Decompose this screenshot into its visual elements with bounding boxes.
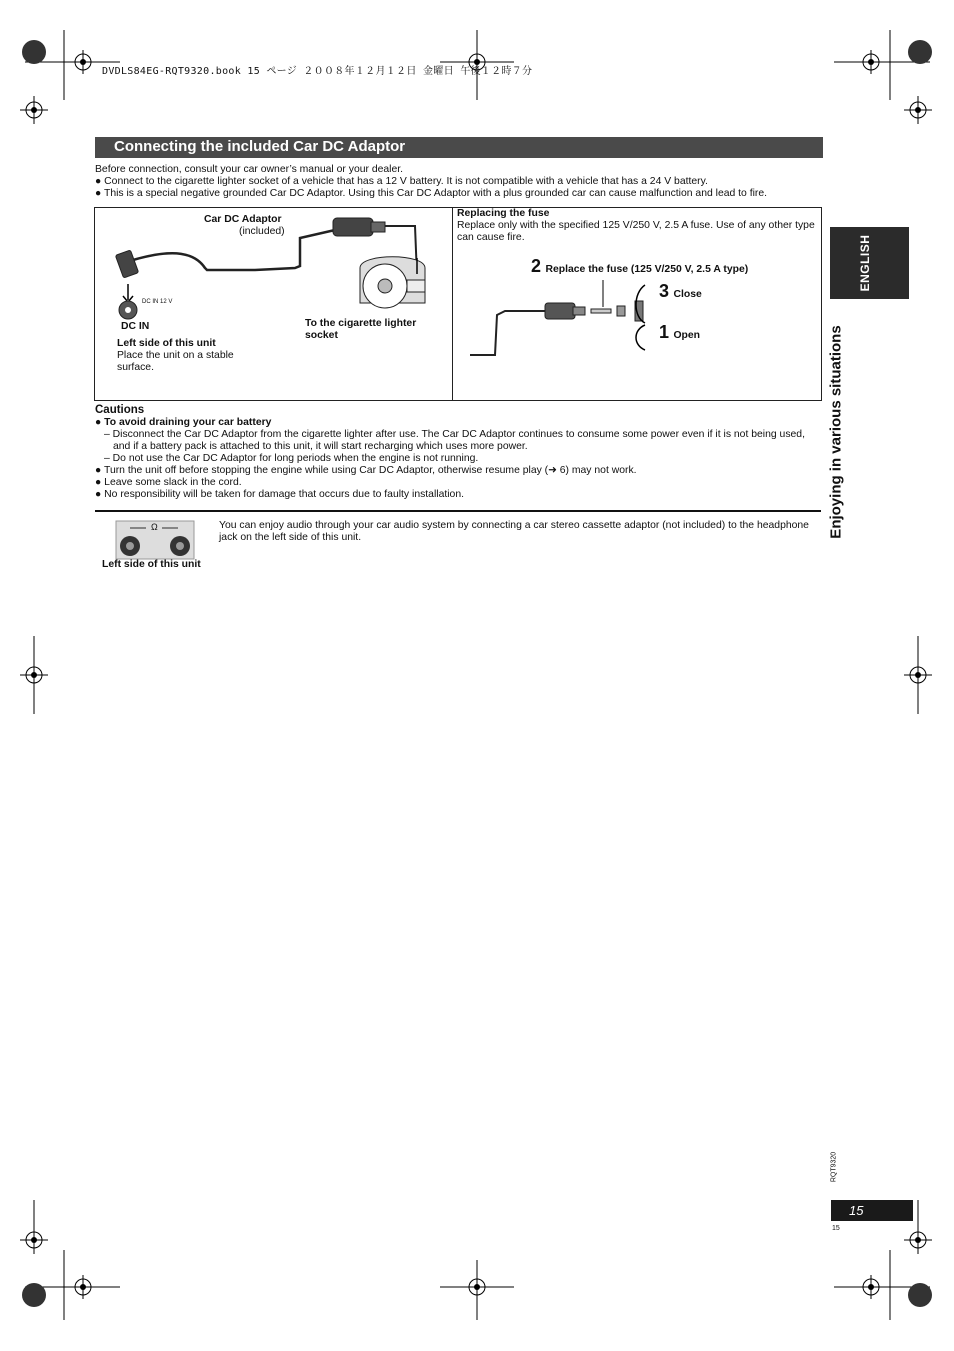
fuse-step-3: 3 Close xyxy=(659,281,702,301)
cautions-drain-item: – Disconnect the Car DC Adaptor from the cigarette lighter after use. The Car DC Adaptor continues to consume some power even if it is not being used, and if a battery pack is attached to this unit, it will start recharging which uses more power. xyxy=(104,429,805,452)
intro-bullet: ● This is a special negative grounded Car DC Adaptor. Using this Car DC Adaptor with a plus grounded car can cause malfunction and lead to fire. xyxy=(95,188,768,199)
fuse-title: Replacing the fuse xyxy=(457,208,550,219)
cautions-bullet: ● Turn the unit off before stopping the engine while using Car DC Adaptor, otherwise resume play (➜ 6) may not work. xyxy=(95,465,637,476)
audio-text: You can enjoy audio through your car audio system by connecting a car stereo cassette adaptor (not included) to the headphone jack on the left side of this unit. xyxy=(219,520,809,543)
section-divider xyxy=(95,510,821,512)
adaptor-sub-label: (included) xyxy=(239,226,285,237)
fuse-section xyxy=(457,208,819,244)
page-number: 15 xyxy=(849,1203,864,1218)
unit-caption: Left side of this unit Place the unit on a stable surface. xyxy=(117,338,234,373)
intro-lead: Before connection, consult your car owner’s manual or your dealer. xyxy=(95,164,404,175)
section-title-bar xyxy=(95,137,823,158)
document-code: RQT9320 xyxy=(830,1151,838,1183)
fuse-step-2: 2 Replace the fuse (125 V/250 V, 2.5 A type) xyxy=(531,256,749,276)
dc-in-marking: DC IN 12 V xyxy=(142,299,173,305)
language-tab-label: ENGLISH xyxy=(858,234,872,292)
cautions-title: Cautions xyxy=(95,404,145,416)
page-number-box xyxy=(831,1200,913,1221)
intro-bullet: ● Connect to the cigarette lighter socket of a vehicle that has a 12 V battery. It is not compatible with a vehicle that has a 24 V battery. xyxy=(95,176,708,187)
fuse-replacement-illustration xyxy=(465,275,665,355)
intro-text xyxy=(95,164,830,200)
cautions-bullet: ● Leave some slack in the cord. xyxy=(95,477,242,488)
page-number-small: 15 xyxy=(832,1225,840,1232)
cautions-section xyxy=(95,404,823,501)
fuse-text: Replace only with the specified 125 V/250 V, 2.5 A fuse. Use of any other type can cause fire. xyxy=(457,220,815,243)
language-tab xyxy=(830,227,909,299)
fuse-step-1: 1 Open xyxy=(659,322,701,342)
section-title: Connecting the included Car DC Adaptor xyxy=(114,138,406,155)
audio-caption: Left side of this unit xyxy=(102,559,201,570)
adaptor-label: Car DC Adaptor xyxy=(204,214,282,225)
file-header-line: DVDLS84EG-RQT9320.book 15 ページ ２００８年１２月１２日 金曜日 午後１２時７分 xyxy=(102,66,533,77)
headphone-icon: Ω xyxy=(151,522,158,532)
dc-in-label: DC IN xyxy=(121,321,150,332)
socket-label: To the cigarette lighter socket xyxy=(305,318,417,341)
cautions-drain-item: – Do not use the Car DC Adaptor for long periods when the engine is not running. xyxy=(104,453,479,464)
cautions-drain-title: ● To avoid draining your car battery xyxy=(95,417,272,428)
side-chapter-title: Enjoying in various situations xyxy=(827,325,845,539)
cautions-bullet: ● No responsibility will be taken for damage that occurs due to faulty installation. xyxy=(95,489,464,500)
